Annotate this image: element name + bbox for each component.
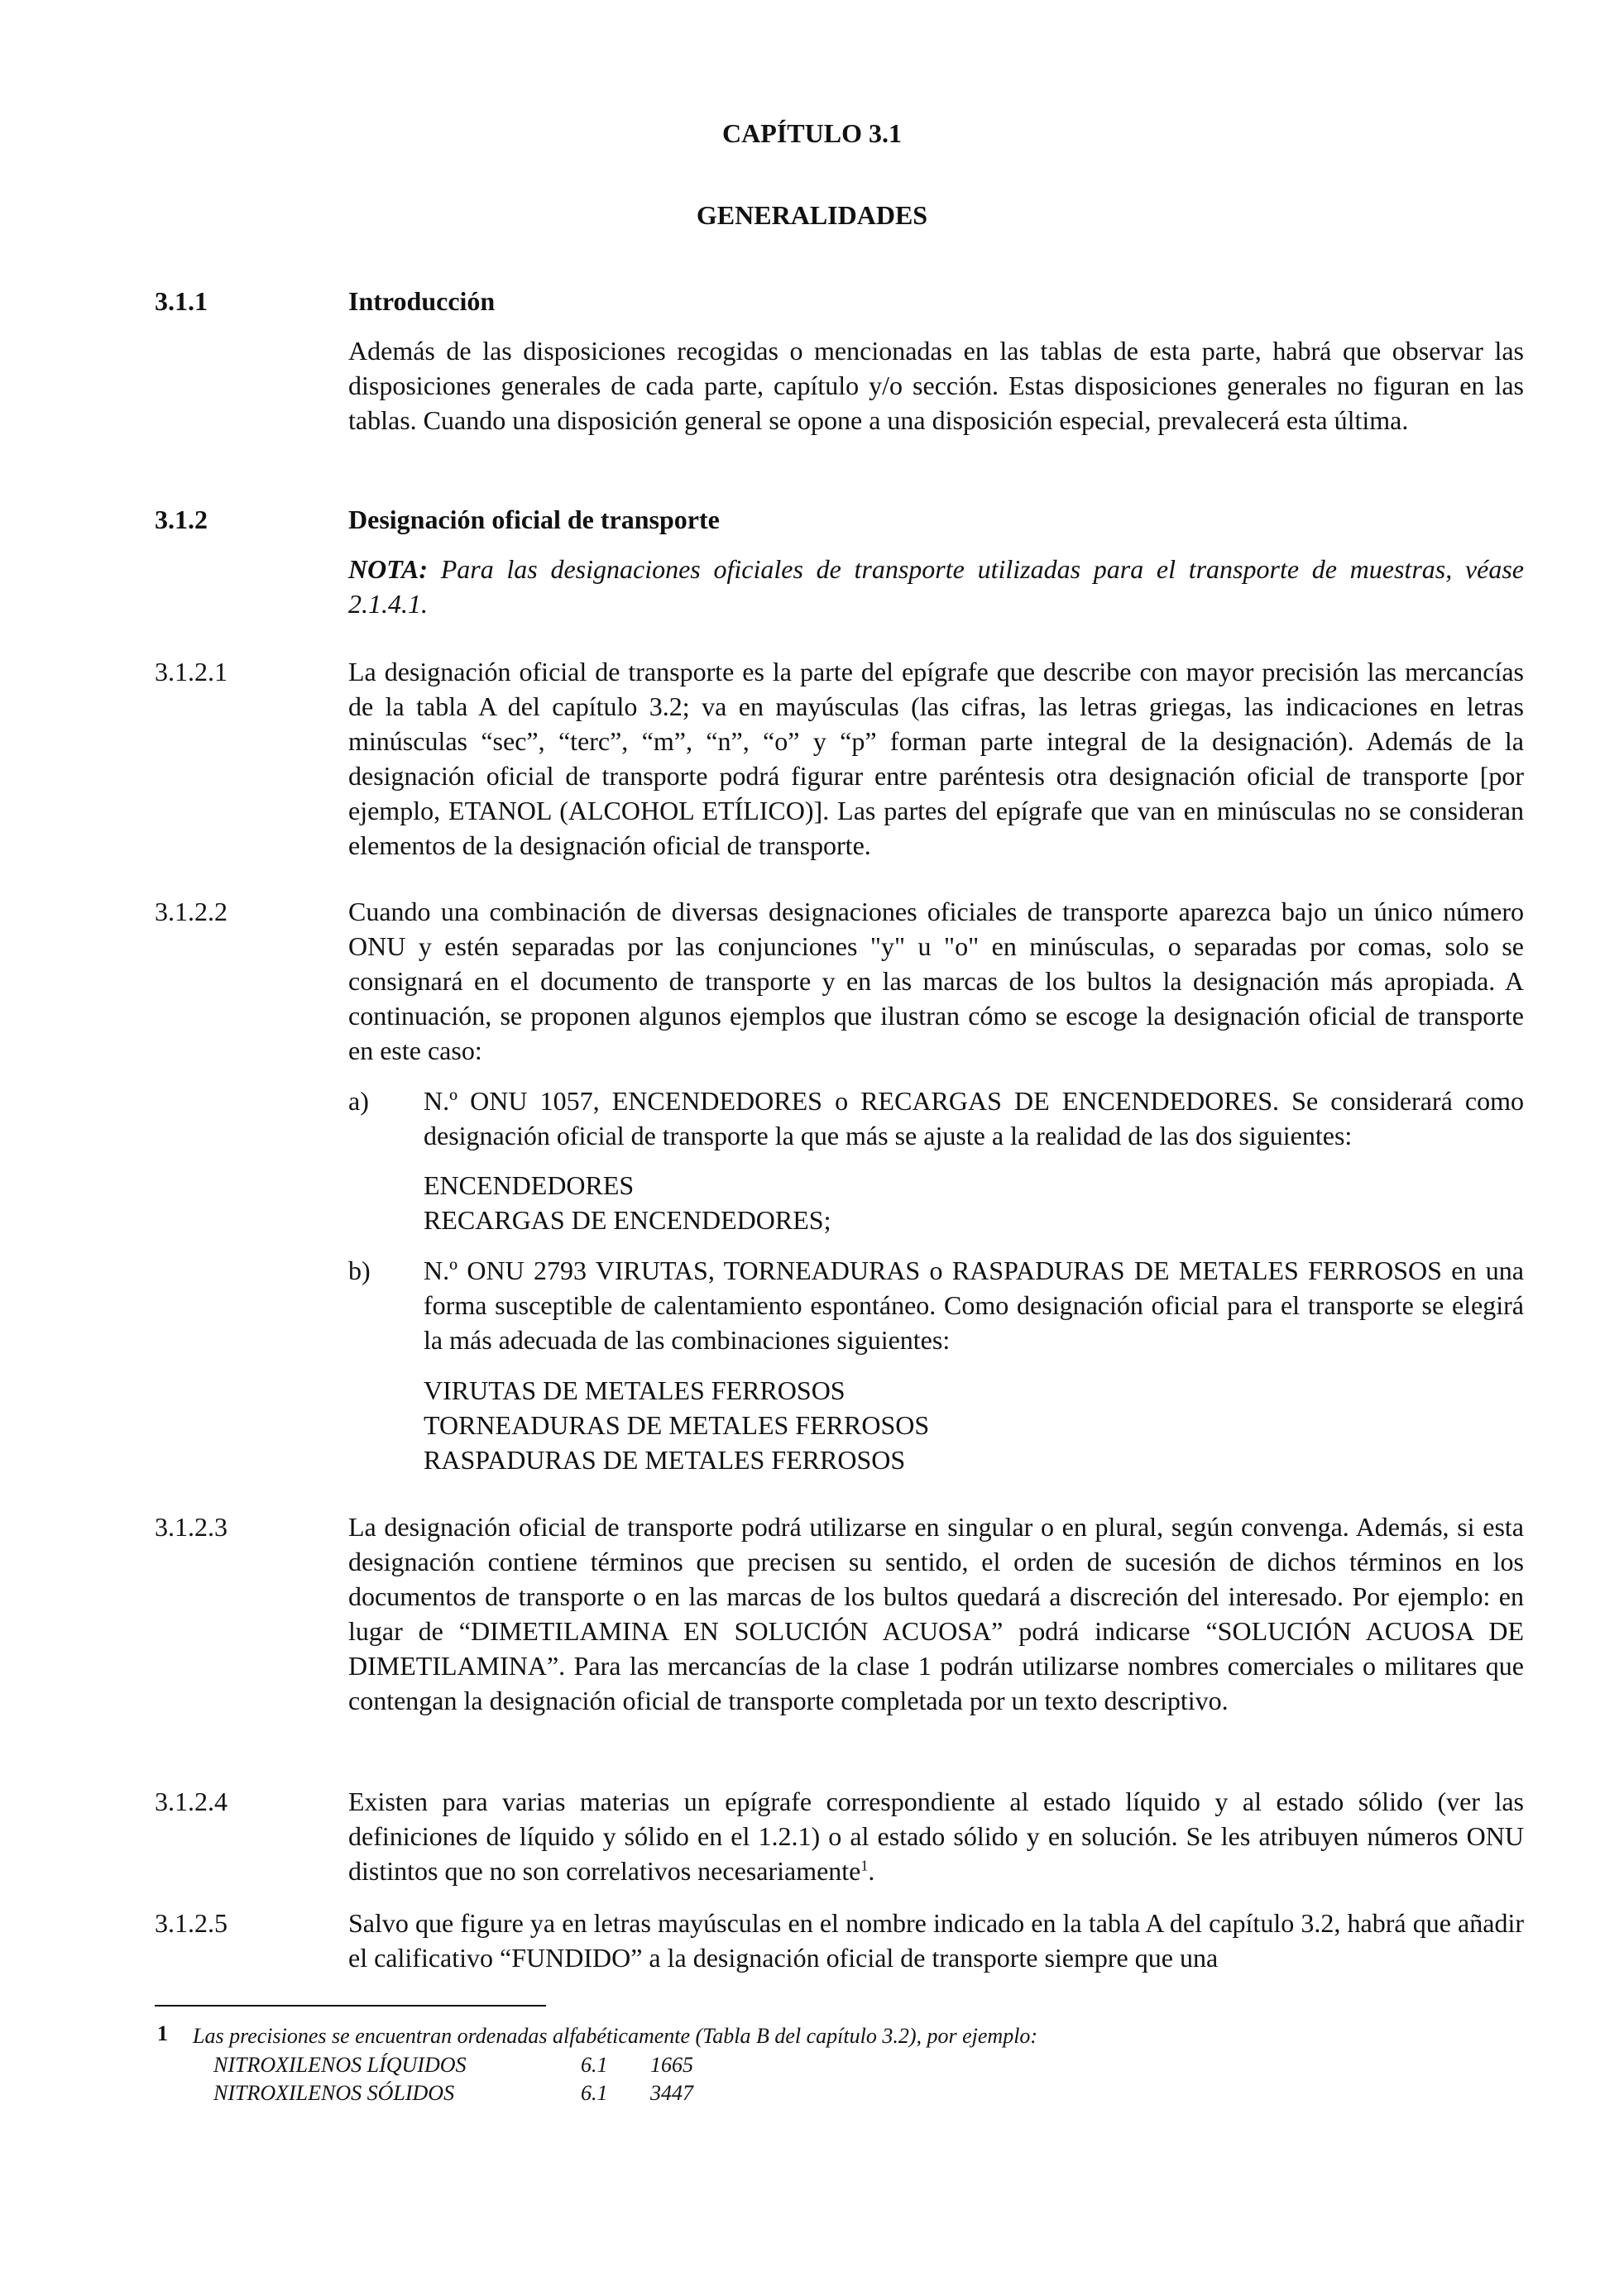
- paragraph-3-1-2-3: La designación oficial de transporte podrá utilizarse en singular o en plural, según convenga. Además, si esta designación contiene términos que precisen su sentido, el orden de sucesión de dichos términos en los documentos de transporte o en las marcas de los bultos quedará a discreción del interesado. Por ejemplo: en lugar de “DIMETILAMINA EN SOLUCIÓN ACUOSA” podrá indicarse “SOLUCIÓN ACUOSA DE DIMETILAMINA”. Para las mercancías de la clase 1 podrán utilizarse nombres comerciales o militares que contengan la designación oficial de transporte completada por un texto descriptivo.: [348, 1512, 1524, 1715]
- section-number-3-1-1: 3.1.1: [155, 286, 208, 316]
- paragraph-3-1-2-4-end: .: [868, 1856, 875, 1886]
- example-item: RASPADURAS DE METALES FERROSOS: [424, 1445, 906, 1475]
- section-number-3-1-2-3: 3.1.2.3: [155, 1512, 228, 1542]
- footnote-row-name: NITROXILENOS SÓLIDOS: [213, 2081, 455, 2105]
- example-item: VIRUTAS DE METALES FERROSOS: [424, 1375, 846, 1405]
- section-heading-designacion: Designación oficial de transporte: [348, 505, 720, 534]
- paragraph-3-1-2-1: La designación oficial de transporte es la parte del epígrafe que describe con mayor precisión las mercancías de la tabla A del capítulo 3.2; va en mayúsculas (las cifras, las letras griegas, las indicaciones en letras minúsculas “sec”, “terc”, “m”, “n”, “o” y “p” forman parte integral de la designación). Además de la designación oficial de transporte podrá figurar entre paréntesis otra designación oficial de transporte [por ejemplo, ETANOL (ALCOHOL ETÍLICO)]. Las partes del epígrafe que van en minúsculas no se consideran elementos de la designación oficial de transporte.: [348, 657, 1524, 860]
- note-label: NOTA:: [348, 554, 428, 584]
- section-number-3-1-2-5: 3.1.2.5: [155, 1908, 228, 1938]
- footnote-row-class: 6.1: [581, 2081, 608, 2105]
- chapter-title: CAPÍTULO 3.1: [722, 118, 902, 148]
- example-item: ENCENDEDORES: [424, 1170, 635, 1200]
- paragraph-3-1-2-2: Cuando una combinación de diversas designaciones oficiales de transporte aparezca bajo un único número ONU y estén separadas por las conjunciones "y" u "o" en minúsculas, o separadas por comas, solo se consignará en el documento de transporte y en las marcas de los bultos la designación más apropiada. A continuación, se proponen algunos ejemplos que ilustran cómo se escoge la designación oficial de transporte en este caso:: [348, 897, 1524, 1065]
- footnote-row-un: 3447: [650, 2081, 693, 2105]
- footnote-separator: [155, 2005, 546, 2007]
- paragraph-3-1-2-4-text: Existen para varias materias un epígrafe correspondiente al estado líquido y al estado sólido (ver las definiciones de líquido y sólido en el 1.2.1) o al estado sólido y en solución. Se les atribuyen números ONU distintos que no son correlativos necesariamente: [348, 1787, 1524, 1886]
- footnote-mark: 1: [157, 2021, 168, 2045]
- note-text: Para las designaciones oficiales de transporte utilizadas para el transporte de muestras, véase 2.1.4.1.: [348, 554, 1524, 619]
- example-item: RECARGAS DE ENCENDEDORES;: [424, 1205, 831, 1235]
- footnote-row-name: NITROXILENOS LÍQUIDOS: [213, 2053, 467, 2077]
- footnote-row-un: 1665: [650, 2053, 693, 2077]
- paragraph-3-1-2-5: Salvo que figure ya en letras mayúsculas en el nombre indicado en la tabla A del capítulo 3.2, habrá que añadir el calificativo “FUNDIDO” a la designación oficial de transporte siempre que una: [348, 1908, 1524, 1973]
- section-number-3-1-2-2: 3.1.2.2: [155, 897, 228, 926]
- list-item-b: N.º ONU 2793 VIRUTAS, TORNEADURAS o RASPADURAS DE METALES FERROSOS en una forma susceptible de calentamiento espontáneo. Como designación oficial para el transporte se elegirá la más adecuada de las combinaciones siguientes:: [424, 1256, 1524, 1355]
- list-item-a: N.º ONU 1057, ENCENDEDORES o RECARGAS DE ENCENDEDORES. Se considerará como designación oficial de transporte la que más se ajuste a la realidad de las dos siguientes:: [424, 1086, 1524, 1150]
- list-label-b: b): [348, 1256, 371, 1285]
- paragraph-3-1-2-4: [348, 1784, 1524, 1888]
- section-number-3-1-2: 3.1.2: [155, 505, 208, 534]
- chapter-subtitle: GENERALIDADES: [696, 200, 928, 230]
- paragraph-3-1-1: Además de las disposiciones recogidas o mencionadas en las tablas de esta parte, habrá que observar las disposiciones generales de cada parte, capítulo y/o sección. Estas disposiciones generales no figuran en las tablas. Cuando una disposición general se opone a una disposición especial, prevalecerá esta última.: [348, 336, 1524, 435]
- note-2-1-4-1: [348, 552, 1524, 621]
- footnote-row-class: 6.1: [581, 2053, 608, 2077]
- list-label-a: a): [348, 1086, 369, 1116]
- section-number-3-1-2-4: 3.1.2.4: [155, 1787, 228, 1816]
- footnote-text: Las precisiones se encuentran ordenadas alfabéticamente (Tabla B del capítulo 3.2), por ejemplo:: [193, 2024, 1038, 2048]
- section-number-3-1-2-1: 3.1.2.1: [155, 657, 228, 686]
- section-heading-introduccion: Introducción: [348, 286, 496, 316]
- footnote-reference[interactable]: 1: [860, 1857, 869, 1874]
- example-item: TORNEADURAS DE METALES FERROSOS: [424, 1410, 930, 1440]
